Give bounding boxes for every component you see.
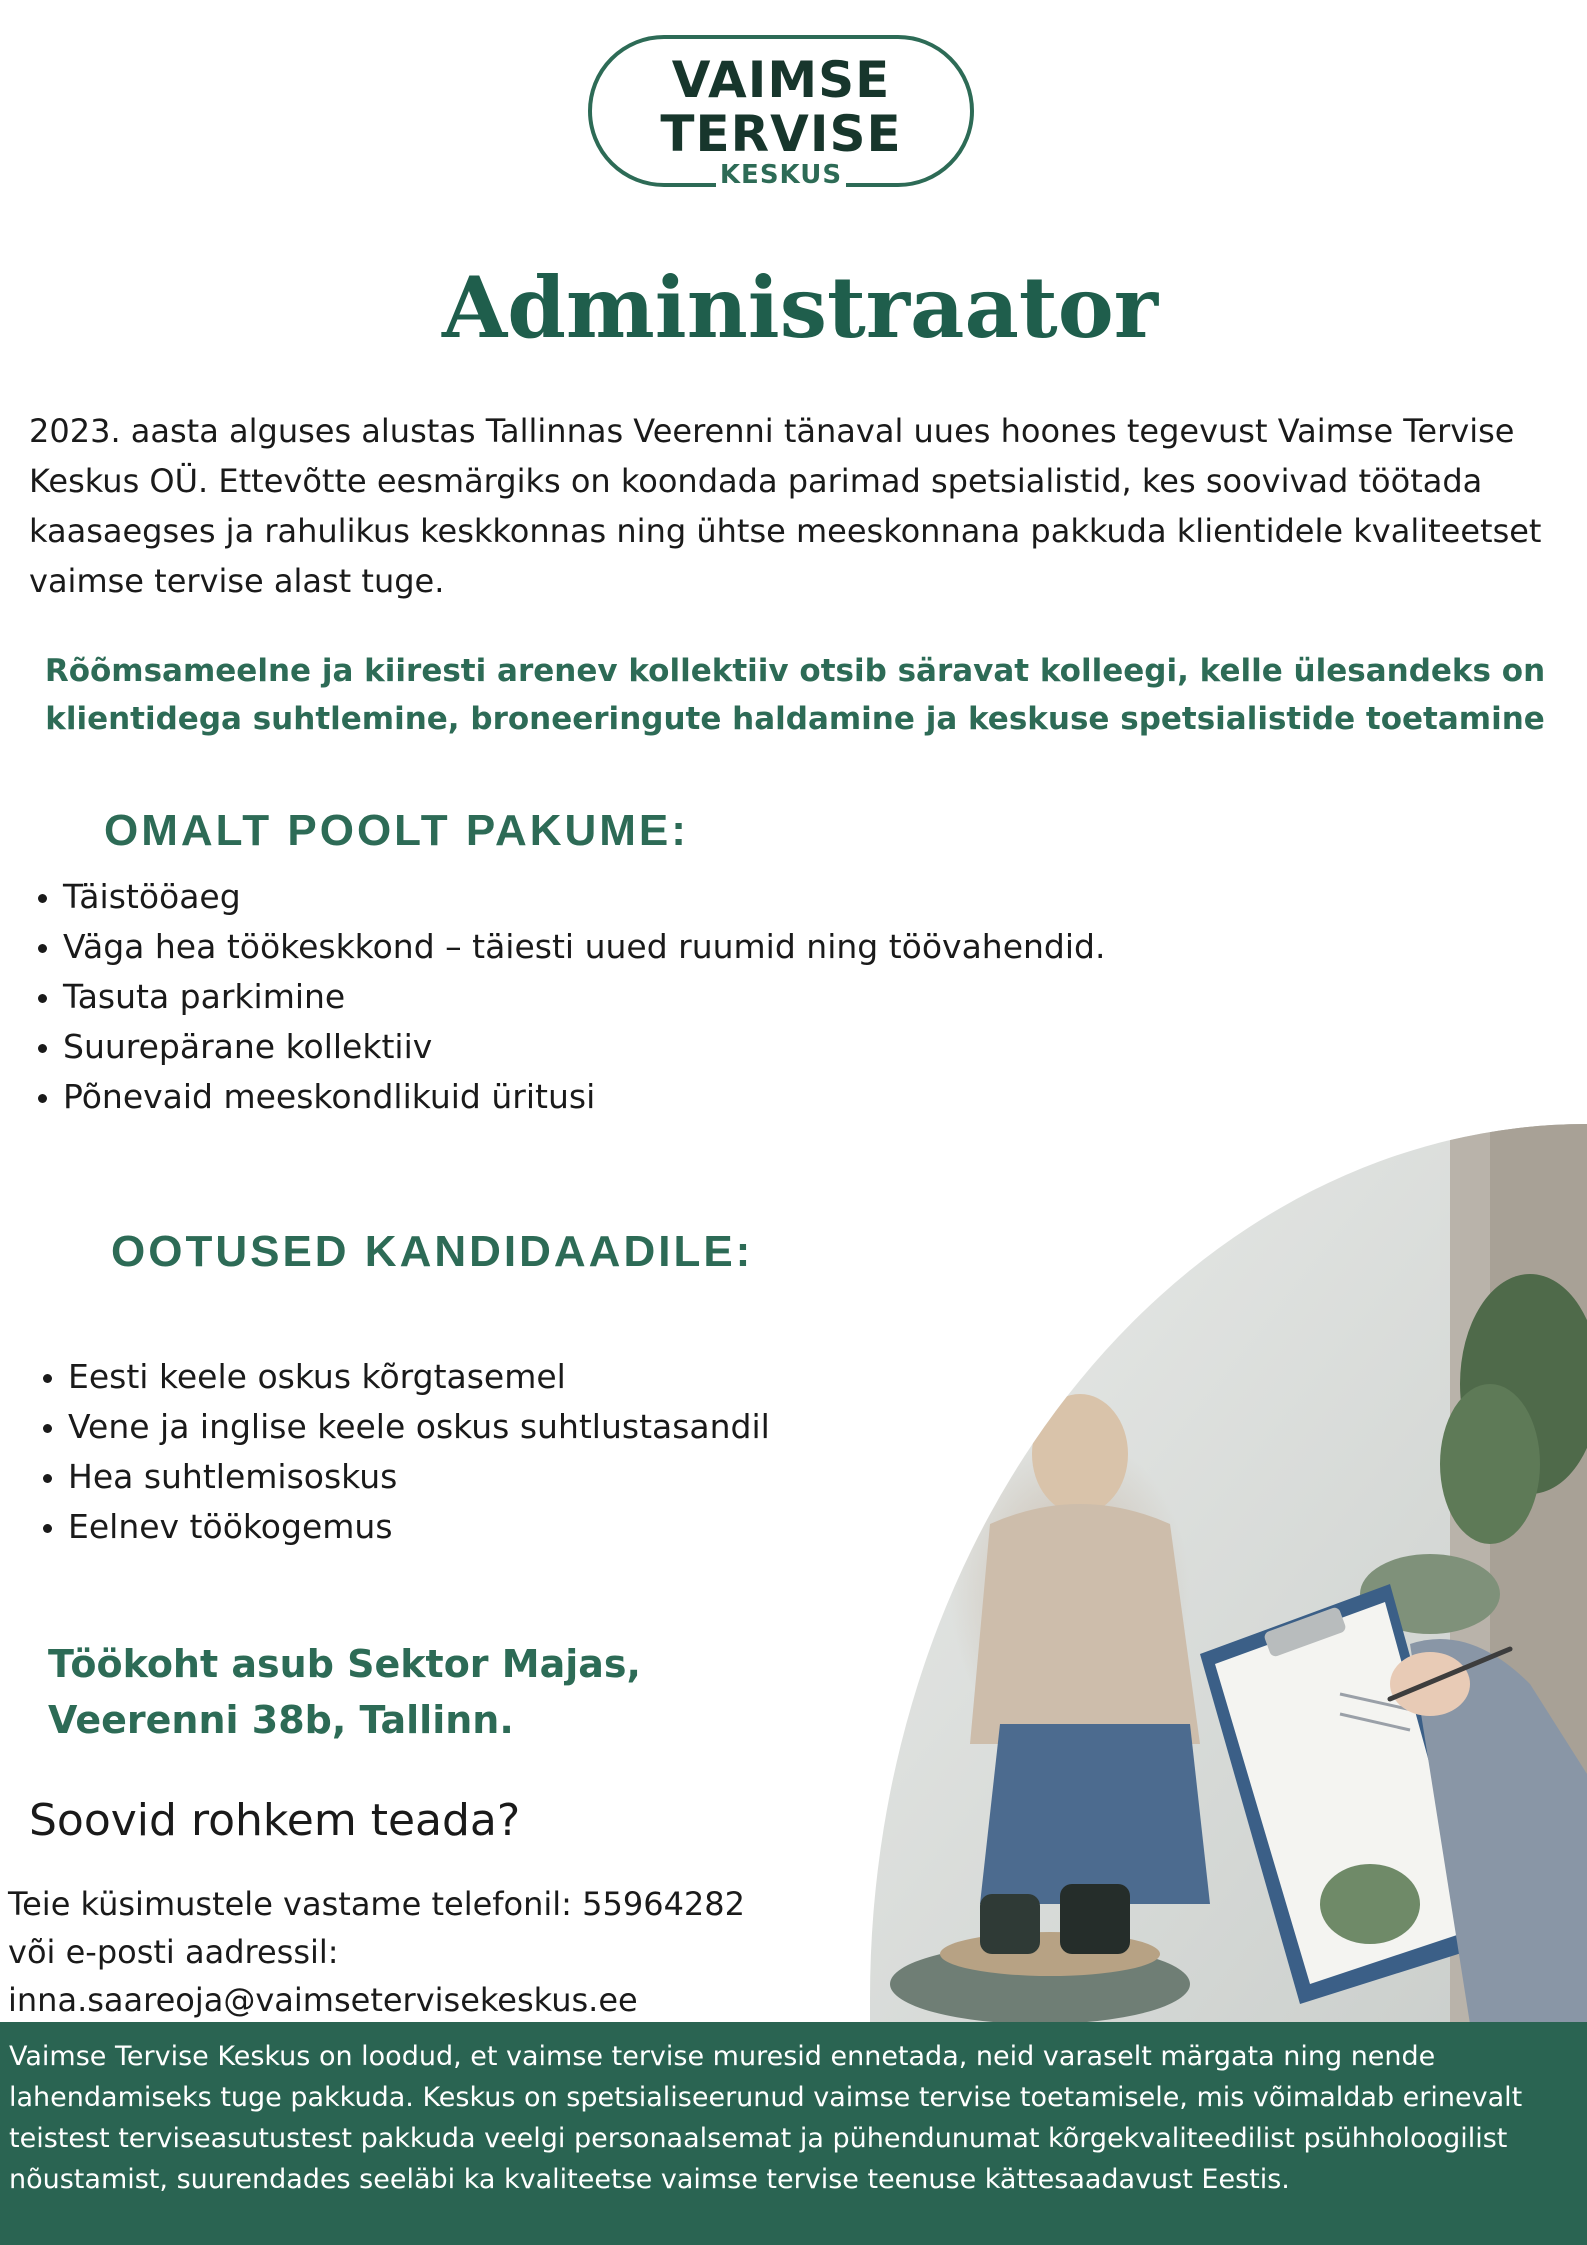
list-item: Täistööaeg [30,872,1105,922]
email-link[interactable]: inna.saareoja@vaimsetervisekeskus.ee [8,1981,638,2019]
intro-paragraph: 2023. aasta alguses alustas Tallinnas Veerenni tänaval uues hoones tegevust Vaimse Tervise Keskus OÜ. Ettevõtte eesmärgiks on koondada parimad spetsialistid, kes soovivad töötada kaasaegses ja rahulikus keskkonnas ning ühtse meeskonnana pakkuda klientidele kvaliteetset vaimse tervise alast tuge. [29,412,1542,600]
list-item: Eesti keele oskus kõrgtasemel [35,1352,770,1402]
list-item: Suurepärane kollektiiv [30,1022,1105,1072]
expectations-list [35,1352,770,1552]
contact-info [8,1880,745,2024]
highlight-line-2: klientidega suhtlemine, broneeringute haldamine ja keskuse spetsialistide toetamine [45,701,1545,737]
expectations-heading: OOTUSED KANDIDAADILE: [111,1227,754,1276]
page-title: Administraator [442,258,1158,357]
logo-line-3: KESKUS [719,160,843,190]
highlight-line-1: Rõõmsameelne ja kiiresti arenev kollektiiv otsib säravat kolleegi, kelle ülesandeks on [44,653,1546,689]
footer [0,2022,1587,2245]
location-line-1: Töökoht asub Sektor Majas, [48,1642,641,1686]
highlight-text [30,647,1560,743]
email-label: või e-posti aadressil: [8,1933,339,1971]
list-item: Vene ja inglise keele oskus suhtlustasandil [35,1402,770,1452]
list-item: Väga hea töökeskkond – täiesti uued ruumid ning töövahendid. [30,922,1105,972]
location-text [48,1636,641,1748]
list-item: Hea suhtlemisoskus [35,1452,770,1502]
list-item: Põnevaid meeskondlikuid üritusi [30,1072,1105,1122]
offer-heading: OMALT POOLT PAKUME: [104,806,689,855]
footer-text: Vaimse Tervise Keskus on loodud, et vaimse tervise muresid ennetada, neid varaselt märgata ning nende lahendamiseks tuge pakkuda. Keskus on spetsialiseerunud vaimse tervise toetamisele, mis võimaldab erinevalt teistest terviseasutustest pakkuda veelgi personaalsemat ja pühendunumat kõrgekvaliteedilist psühholoogilist nõustamist, suurendades seeläbi ka kvaliteetse vaimse tervise teenuse kättesaadavust Eestis. [9,2041,1523,2195]
location-line-2: Veerenni 38b, Tallinn. [48,1698,514,1742]
counseling-photo [870,1124,1587,2024]
logo-line-1: VAIMSE [671,51,891,109]
more-info-title: Soovid rohkem teada? [29,1795,521,1846]
phone-line: Teie küsimustele vastame telefonil: 55964282 [8,1885,745,1923]
offer-list [30,872,1105,1122]
logo-line-2: TERVISE [660,105,902,163]
list-item: Eelnev töökogemus [35,1502,770,1552]
list-item: Tasuta parkimine [30,972,1105,1022]
